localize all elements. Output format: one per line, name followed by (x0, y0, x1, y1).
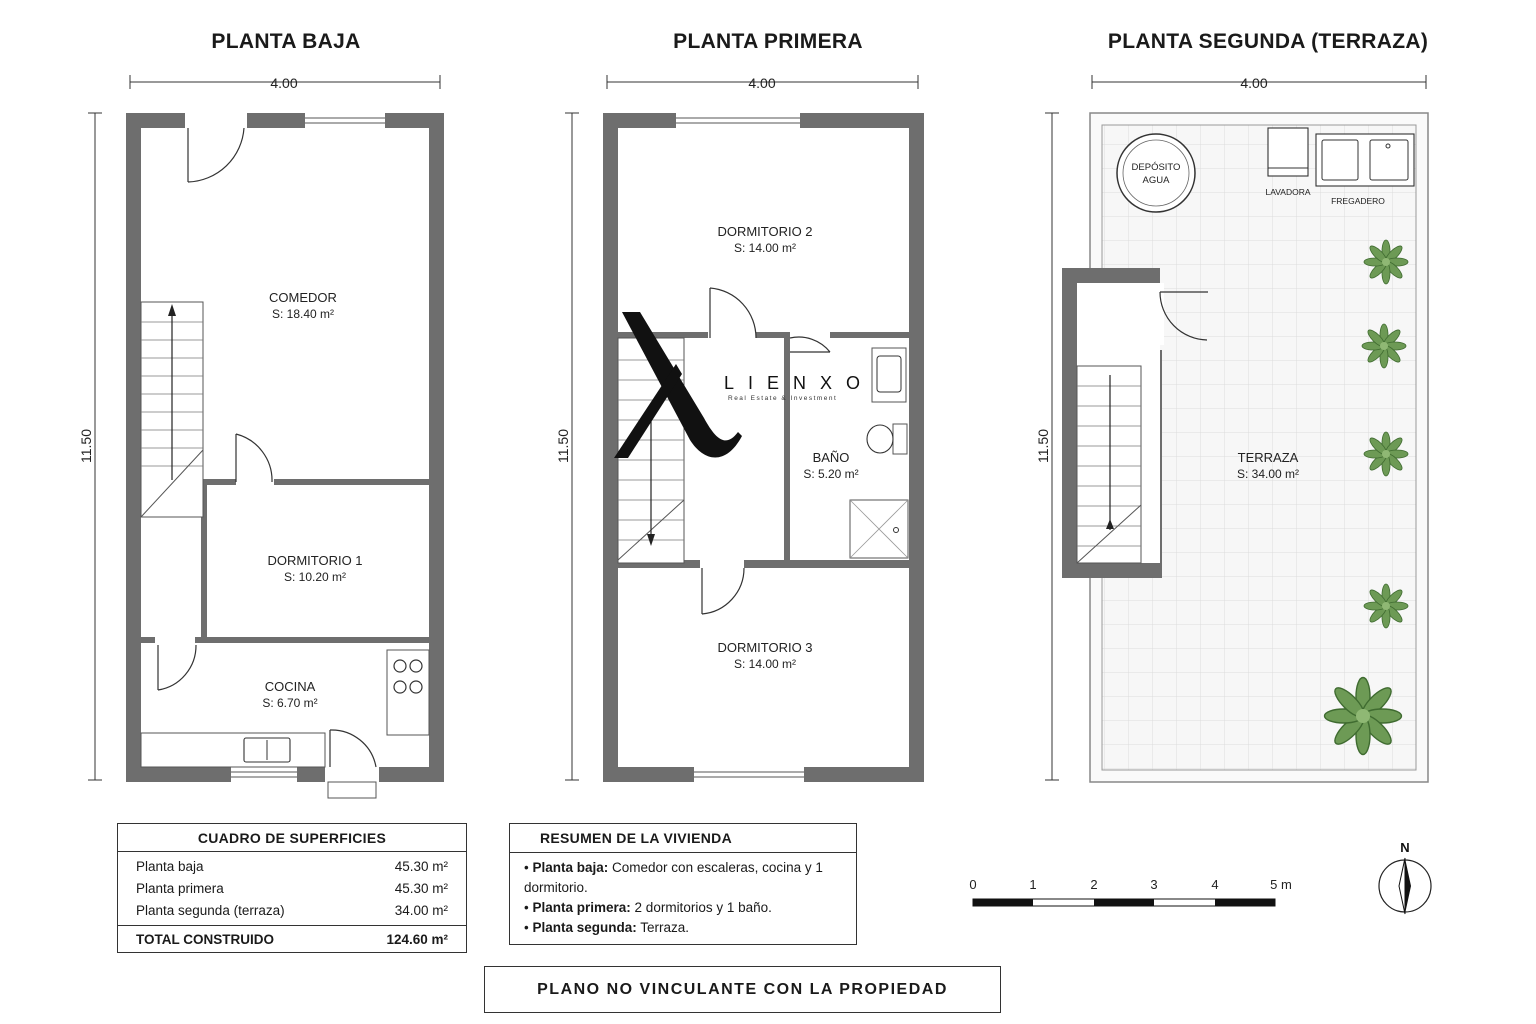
scale-tick: 4 (1211, 877, 1219, 892)
room-area-cocina: S: 6.70 m² (262, 696, 318, 710)
tank-label-2: AGUA (1142, 175, 1170, 186)
plant-icon (1362, 324, 1406, 368)
plant-icon (1364, 584, 1408, 628)
resumen-item-label: Planta segunda: (532, 920, 637, 935)
room-name-cocina: COCINA (264, 679, 316, 694)
room-name-dormitorio-2: DORMITORIO 2 (717, 224, 813, 239)
resumen-title: RESUMEN DE LA VIVIENDA (540, 830, 732, 846)
scale-tick: 3 (1150, 877, 1158, 892)
plan-segunda (1035, 75, 1428, 782)
scale-tick: 2 (1090, 877, 1098, 892)
room-name-bano: BAÑO (812, 450, 850, 465)
superficies-title: CUADRO DE SUPERFICIES (118, 824, 466, 852)
row-label: Planta primera (136, 881, 224, 896)
superficies-row (118, 881, 466, 903)
scale-tick: 1 (1029, 877, 1037, 892)
plant-icon (1364, 432, 1408, 476)
plant-icon (1364, 240, 1408, 284)
watermark-brand: LIENXO (724, 373, 875, 393)
resumen-item-text: Terraza. (640, 920, 690, 935)
room-name-dormitorio-3: DORMITORIO 3 (717, 640, 813, 655)
plan-title-primera: PLANTA PRIMERA (673, 30, 863, 53)
north-arrow-icon (1379, 840, 1431, 914)
total-value: 124.60 m² (386, 932, 448, 947)
row-label: Planta segunda (terraza) (136, 903, 285, 918)
tank-label-1: DEPÓSITO (1131, 162, 1181, 173)
superficies-row (118, 903, 466, 925)
plan-baja (78, 75, 444, 798)
north-label: N (1400, 840, 1410, 855)
room-area-dormitorio-3: S: 14.00 m² (733, 657, 797, 671)
total-label: TOTAL CONSTRUIDO (136, 932, 274, 947)
scale-tick: 5 m (1270, 877, 1292, 892)
plan-primera (555, 75, 924, 784)
disclaimer-box (484, 966, 1001, 1013)
resumen-item-label: Planta baja: (532, 860, 609, 875)
resumen-item-text: 2 dormitorios y 1 baño. (634, 900, 772, 915)
row-value: 45.30 m² (394, 859, 448, 874)
superficies-total-row (118, 925, 466, 947)
plan-title-segunda: PLANTA SEGUNDA (TERRAZA) (1107, 30, 1429, 53)
row-label: Planta baja (136, 859, 204, 874)
resumen-item: • Planta primera: 2 dormitorios y 1 baño. (524, 900, 772, 915)
resumen-item-label: Planta primera: (532, 900, 631, 915)
superficies-table (117, 823, 467, 953)
plan-title-baja: PLANTA BAJA (211, 30, 361, 53)
dim-width-primera: 4.00 (748, 75, 776, 91)
dim-height-baja: 11.50 (78, 429, 94, 463)
row-value: 34.00 m² (394, 903, 448, 918)
resumen-item: • Planta segunda: Terraza. (524, 920, 690, 935)
dim-width-baja: 4.00 (270, 75, 298, 91)
room-area-comedor: S: 18.40 m² (271, 307, 335, 321)
resumen-item-text: Comedor con escaleras, cocina y 1 dormitorio. (524, 860, 823, 895)
superficies-row (118, 859, 466, 881)
room-area-dormitorio-2: S: 14.00 m² (733, 241, 797, 255)
room-name-terraza: TERRAZA (1237, 450, 1299, 465)
dim-height-segunda: 11.50 (1035, 429, 1051, 463)
resumen-box (509, 823, 857, 945)
sink-label: FREGADERO (1331, 196, 1385, 206)
plant-icon (1325, 678, 1402, 755)
room-area-dormitorio-1: S: 10.20 m² (283, 570, 347, 584)
resumen-item: • Planta baja: Comedor con escaleras, cocina y 1 dormitorio. (524, 860, 823, 895)
disclaimer-text: PLANO NO VINCULANTE CON LA PROPIEDAD (537, 980, 948, 998)
scale-tick: 0 (969, 877, 977, 892)
scale-bar (969, 877, 1291, 906)
dim-height-primera: 11.50 (555, 429, 571, 463)
watermark-tagline: Real Estate & Investment (728, 395, 838, 402)
room-area-terraza: S: 34.00 m² (1236, 467, 1300, 481)
washer-label: LAVADORA (1265, 187, 1311, 197)
dim-width-segunda: 4.00 (1240, 75, 1268, 91)
room-name-comedor: COMEDOR (269, 290, 337, 305)
room-area-bano: S: 5.20 m² (803, 467, 859, 481)
room-name-dormitorio-1: DORMITORIO 1 (267, 553, 363, 568)
row-value: 45.30 m² (394, 881, 448, 896)
